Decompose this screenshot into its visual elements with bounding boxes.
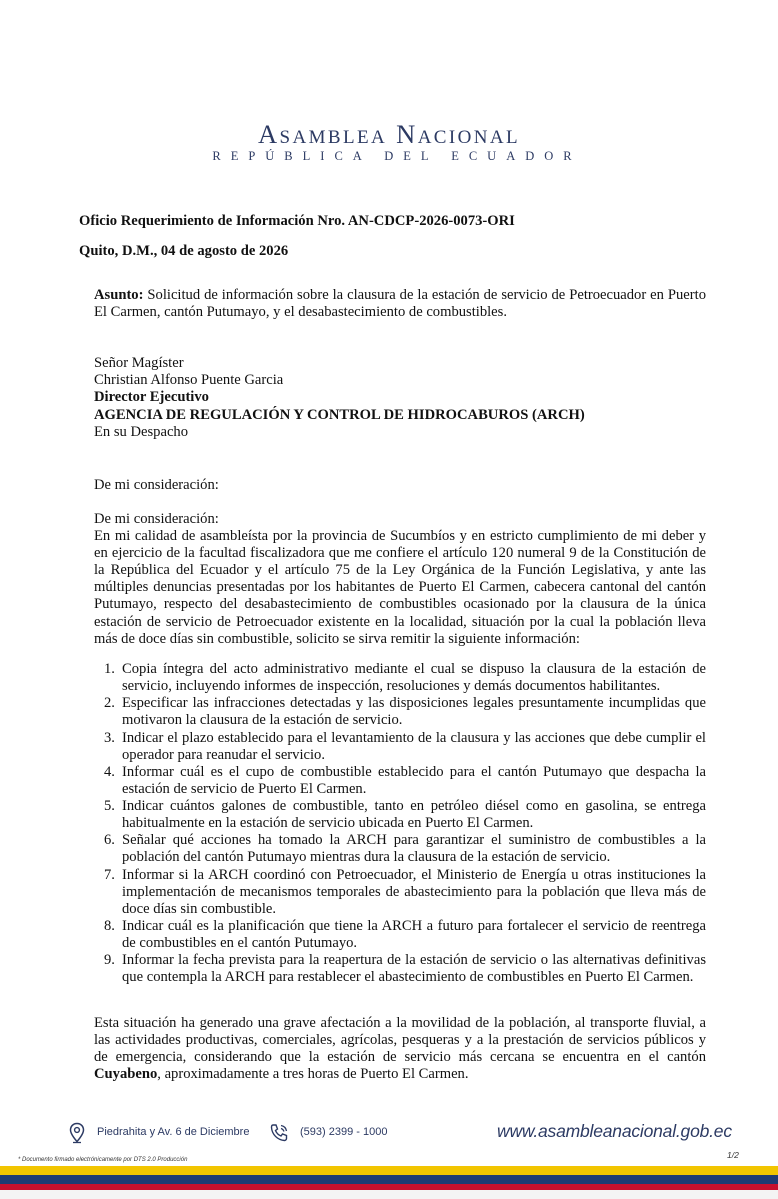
subject-label: Asunto: [94,287,144,303]
list-item-text: Indicar el plazo establecido para el levantamiento de la clausura y las acciones que debe cumplir el operador para reanudar el servicio. [122,729,706,763]
list-item-text: Indicar cuál es la planificación que tiene la ARCH a futuro para fortalecer el servicio de reentrega de combustibles en el cantón Putumayo. [122,918,706,952]
list-item [94,918,706,952]
list-item-number: 4. [104,763,115,780]
list-item-number: 7. [104,866,115,883]
footer-band-yellow [0,1166,778,1175]
oficio-number: Oficio Requerimiento de Información Nro. AN-CDCP-2026-0073-ORI [79,213,515,229]
list-item-text: Especificar las infracciones detectadas y las disposiciones legales presuntamente incumplidas que motivaron la clausura de la estación de servicio. [122,695,706,729]
footer-phone: (593) 2399 - 1000 [300,1126,388,1138]
list-item-number: 5. [104,798,115,815]
list-item [94,764,706,798]
institution-logo-subtitle: REPÚBLICA DEL ECUADOR [212,149,582,163]
list-item [94,695,706,729]
footer-website-link[interactable]: www.asambleanacional.gob.ec [497,1121,732,1141]
list-item-number: 6. [104,832,115,849]
request-list [94,661,706,987]
footer-band-blue [0,1175,778,1184]
subject-paragraph [94,287,706,321]
list-item-number: 3. [104,729,115,746]
intro-paragraph [94,511,706,648]
location-pin-icon [68,1122,86,1149]
list-item [94,867,706,918]
list-item-text: Informar si la ARCH coordinó con Petroecuador, el Ministerio de Energía u otras instituciones la implementación de mecanismos temporales de abastecimiento para la población que lleva más de doce días sin combustible. [122,866,706,917]
intro-text: En mi calidad de asambleísta por la provincia de Sucumbíos y en estricto cumplimiento de mi deber y en ejercicio de la facultad fiscalizadora que me confiere el artículo 120 numeral 9 de la Constitución de la República del Ecuador y el artículo 75 de la Ley Orgánica de la Función Legislativa, y ante las múltiples denuncias presentadas por los habitantes de Puerto El Carmen, cabecera cantonal del cantón Putumayo, respecto del desabastecimiento de combustibles ocasionado por la clausura de la única estación de servicio de Petroecuador existente en la localidad, situación por la cual la población lleva más de doce días sin combustible, solicito se sirva remitir la siguiente información: [94,528,706,647]
list-item [94,661,706,695]
institution-logo-title: Asamblea Nacional [258,119,520,149]
list-item [94,832,706,866]
list-item-text: Copia íntegra del acto administrativo mediante el cual se dispuso la clausura de la estación de servicio, incluyendo informes de inspección, resoluciones y demás documentos habilitantes. [122,661,706,694]
list-item-text: Informar la fecha prevista para la reapertura de la estación de servicio o las alternativas definitivas que contempla la ARCH para restablecer el abastecimiento de combustibles en Puerto El Carmen. [122,952,706,986]
phone-icon [268,1122,290,1149]
footer-contact-row [0,1122,778,1146]
list-item [94,952,706,986]
greeting-second: De mi consideración: [94,511,219,527]
closing-text: Esta situación ha generado una grave afectación a la movilidad de la población, al transporte fluvial, a las actividades productivas, comerciales, agrícolas, pesqueras y a la prestación de servicios públicos y de emergencia, considerando que la estación de servicio más cercana se encuentra en el cantón [94,1015,706,1066]
list-item [94,798,706,832]
closing-bold-place: Cuyabeno [94,1066,158,1083]
list-item [94,730,706,764]
list-item-text: Indicar cuántos galones de combustible, tanto en petróleo diésel como en gasolina, se entrega habitualmente en la estación de servicio ubicada en Puerto El Carmen. [122,798,706,832]
list-item-text: Señalar qué acciones ha tomado la ARCH para garantizar el suministro de combustibles a la población del cantón Putumayo mientras dura la clausura de la estación de servicio. [122,832,706,866]
recipient-name: Christian Alfonso Puente Garcia [94,372,284,389]
page-number: 1/2 [727,1150,739,1160]
recipient-position: Director Ejecutivo [94,389,209,406]
subject-text: Solicitud de información sobre la clausura de la estación de servicio de Petroecuador en Puerto El Carmen, cantón Putumayo, y el desabastecimiento de combustibles. [94,287,706,320]
closing-end: , aproximadamente a tres horas de Puerto El Carmen. [157,1066,469,1083]
footer-address: Piedrahita y Av. 6 de Diciembre [97,1126,250,1138]
list-item-number: 1. [104,661,115,677]
document-date: Quito, D.M., 04 de agosto de 2026 [79,243,289,259]
greeting-first: De mi consideración: [94,477,219,493]
list-item-number: 8. [104,918,115,935]
recipient-salutation: Señor Magíster [94,355,184,371]
list-item-text: Informar cuál es el cupo de combustible establecido para el cantón Putumayo que despacha la estación de servicio de Puerto El Carmen. [122,763,706,797]
electronic-signature-note: * Documento firmado electrónicamente por DTS 2.0 Producción [18,1157,188,1163]
recipient-block [94,355,585,441]
recipient-agency: AGENCIA DE REGULACIÓN Y CONTROL DE HIDROCABUROS (ARCH) [94,406,585,423]
list-item-number: 9. [104,952,115,969]
recipient-location: En su Despacho [94,423,189,440]
closing-paragraph [94,1015,706,1083]
list-item-number: 2. [104,695,115,712]
footer-band-bottom [0,1190,778,1199]
